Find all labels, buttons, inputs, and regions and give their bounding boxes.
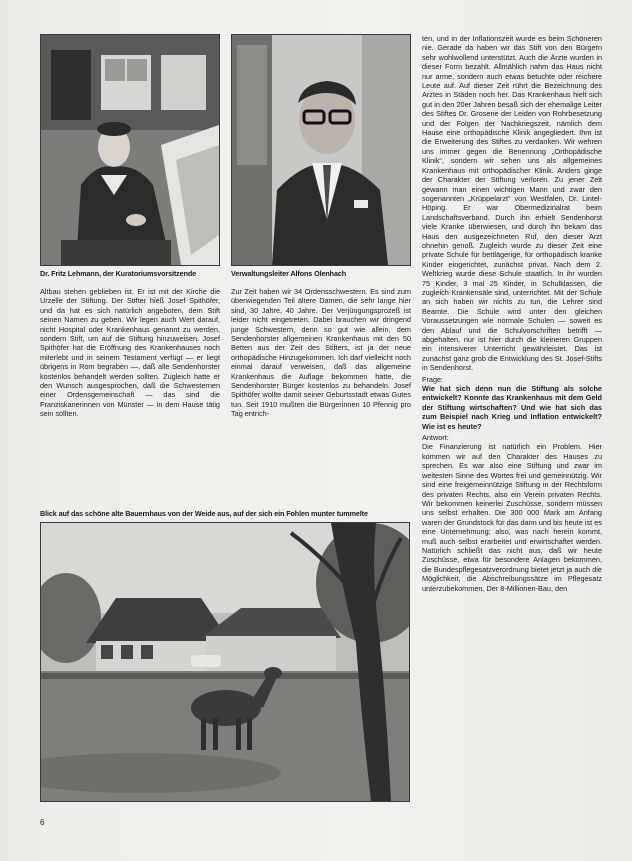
article-paragraph: ten, und in der Inflationszeit wurde es beim Schöneren nie. Gerade da haben wir das Stift von den Bürgern sehr wohlwollend unterstützt. Auch die Ärzte wurden in dieser Form bezahlt. Allmählich nahm das Haus nicht nur arme, sondern auch etwas betuchte oder reichere Leute auf. Auf dieser Zeit rührt die Bezeichnung des Arztes in Städen noch her. Das Krankenhaus hielt sich gut in den 20er Jahren besaß sich der ehemalige Leiter des Stiftes Dr. Grosene der Leiden von Rohrbesetzung und der Folgen der Nachkriegszeit, nämlich dem Hause eine orthopädische Klinik angegliedert. Ihm ist die Erweiterung des Stiftes zu verdanken. Wir wehren uns immer gegen die Benennung „Orthopädische Klinik“, sondern wir sehen uns als allgemeines Krankenhaus mit orthopädischer Klinik. Anders ginge der Charakter der Stiftung verloren. Zu jener Zeit gewann man einen wichtigen Mann und zwar den sogenannten „Krüppelarzt“ von Westfalen, Dr. Lintel-Höping. Er war Obermedizinalrat beim Landschaftsverband. Durch ihn erhielt Sendenhorst viele Kranke überwiesen, und durch ihn bekam das Haus den ausgezeichneten Ruf, den dieser Arzt ohnehin genoß. Zugleich wurde zu dieser Zeit eine private Schule für bettlägerige, für orthopädisch kranke Kinder eingerichtet, zunächst privat. Nach dem 2. Weltkrieg wurde diese Schule staatlich. In ihr wurden 75 Kinder, 3 mal 25 Kinder, in Schulklassen, die zugleich Krankensäle sind, unterrichtet. Mit der Schule an sich haben wir nichts zu tun, die Lehrer sind Beamte. Die Schule wird unter den gleichen Voraussetzungen wie normale Schulen — soweit es den Ablauf und die Schulvorschriften betrifft — abgehalten, nur ist hier durch die kleineren Gruppen ein intensiverer Unterricht gewährleistet. Das ist zunächst ganz grob die Entwicklung des St. Josef-Stifts in Sendenhorst. <box>422 34 602 373</box>
text-column-left <box>40 287 220 499</box>
page-number: 6 <box>40 818 45 827</box>
photo-caption-olenhach: Verwaltungsleiter Alfons Olenhach <box>231 269 347 278</box>
photo-caption-farmhouse: Blick auf das schöne alte Bauernhaus von der Weide aus, auf der sich ein Fohlen munter tummelte <box>40 509 368 518</box>
answer-label: Antwort: <box>422 433 449 443</box>
article-paragraph: Altbau stehen geblieben ist. Er ist mit der Kirche die Urzelle der Stiftung. Der Stifter hieß Josef Spithöfer, und da hat es sich natürlich angeboten, dem Stift seinen Namen zu geben. Wir legen auch Wert darauf, nicht Hospital oder Krankenhaus genannt zu werden, sondern Stift, um auf die Stiftung hinzuweisen. Josef Spithöfer hat die Eröffnung des Krankenhauses noch miterlebt und in seinem Testament verfügt — er liegt übrigens in Rom begraben —, daß alle Sendenhorster kostenlos behandelt werden sollten. Zugleich hatte er den Wunsch ausgesprochen, daß die Schwesternen einer Ordensgemeinschaft — das sind die Franziskanerinnen von Münster — in dem Hause tätig sein sollten. <box>40 287 220 419</box>
text-column-middle <box>231 287 411 499</box>
question-label: Frage: <box>422 374 444 384</box>
answer-text: Die Finanzierung ist natürlich ein Problem. Hier kommen wir auf den Charakter des Hauses zu sprechen. Es war also eine Stiftung und zwar im weitesten Sinne des Wortes frei und gemeinnützig. Wir sind eine freigemeinnützige Stiftung in der Rechtsform des privaten Rechts, also ein Verein privaten Rechts. Wir bekommen keinerlei Zuschüsse, sondern müssen uns selbst erhalten. Die 300 000 Mark am Anfang waren der Grundstock für das dann und bis heute ist es eine Unternehmung; also, was nach herein kommt, muß auch selbst erarbeitet und erwirtschaftet werden. Natürlich schließt das nicht aus, daß wir heute Zuschüsse, etwa für besondere Anlagen bekommen, die Bundespflegesatzverordnung bietet jetzt ja auch die Möglichkeit, die Abschreibungssätze im Pflegesatz unterzubekommen. Der 8-Millionen-Bau, den <box>422 442 602 593</box>
question-text: Wie hat sich denn nun die Stiftung als solche entwickelt? Konnte das Krankenhaus mit dem Geld der Stiftung wirtschaften? Und wie hat sich das zum Beispiel nach Krieg und Inflation entwickelt? Wie ist es heute? <box>422 384 602 431</box>
portrait-photo-olenhach <box>231 34 411 266</box>
text-column-right <box>422 34 602 806</box>
article-paragraph: Zur Zeit haben wir 34 Ordensschwestern. Es sind zum überwiegenden Teil ältere Damen, die sehr lange hier sind, 30 Jahre, 40 Jahre. Der Verjüngungsprozeß ist leider nicht eingetreten. Dabei brauchen wir dringend junge Schwestern, denn so gut wie allein, dem Sendenhorster allgemeinen Krankenhaus mit den 50 Betten aus der Zeit des Stifters, ist ja der neue orthopädische Hinzugekommen. Ich darf vielleicht noch einmal darauf verweisen, daß das allgemeine Krankenhaus die Auflage bekommen hatte, die Sendenhorster Bürger kostenlos zu behandeln. Josef Spithöfer wollte damit seiner Geburtsstadt etwas Gutes tun. Seit 1910 mußten die Bürgerinnen 10 Pfennig pro Tag entrich- <box>231 287 411 419</box>
farmhouse-photo <box>40 522 410 802</box>
portrait-photo-lehmann <box>40 34 220 266</box>
photo-caption-lehmann: Dr. Fritz Lehmann, der Kuratoriumsvorsitzende <box>40 269 197 278</box>
